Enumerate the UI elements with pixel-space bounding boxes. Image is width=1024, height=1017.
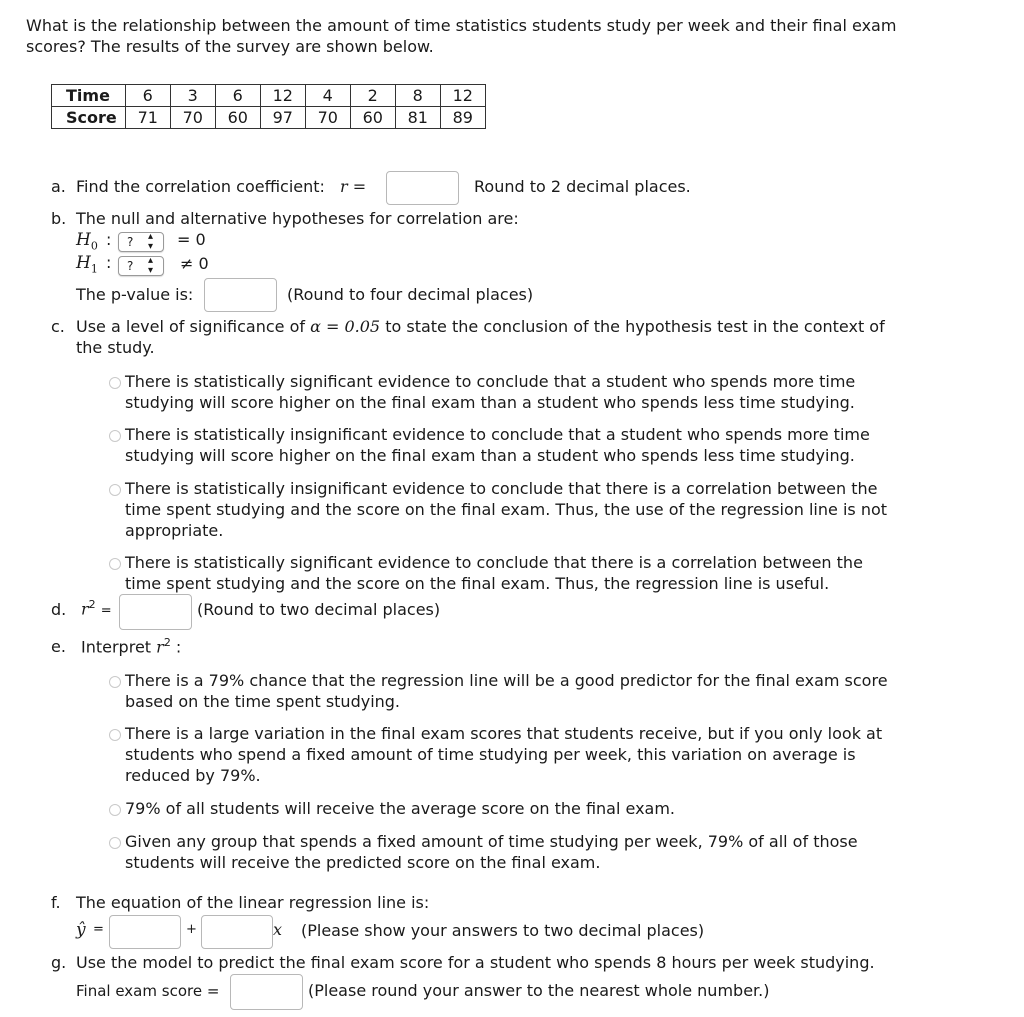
part-c-text-line2: the study. (76, 338, 155, 357)
final-score-input[interactable] (230, 974, 303, 1010)
r-symbol: r = (340, 177, 367, 196)
pvalue-hint: (Round to four decimal places) (287, 285, 534, 304)
part-e-option-4-radio[interactable] (109, 837, 121, 849)
score-cell: 70 (170, 107, 215, 129)
time-cell: 12 (260, 85, 305, 107)
part-g-hint: (Please round your answer to the nearest whole number.) (308, 981, 770, 1000)
score-cell: 71 (125, 107, 170, 129)
row-label-score: Score (52, 107, 126, 129)
time-cell: 3 (170, 85, 215, 107)
part-e-text: Interpret $r^2$ : (81, 636, 182, 657)
time-cell: 6 (125, 85, 170, 107)
part-c-option-4-text[interactable]: There is statistically significant evidence to conclude that there is a correlation between the time spent studying and the score on the final exam. Thus, the regression line is useful. (125, 553, 863, 593)
chevron-updown-icon: ▴ ▾ (148, 255, 154, 276)
pvalue-label: The p-value is: (76, 285, 194, 304)
time-cell: 4 (305, 85, 350, 107)
slope-input[interactable] (201, 915, 273, 949)
score-cell: 70 (305, 107, 350, 129)
plus-sign: + (186, 922, 197, 937)
h0-parameter-select[interactable] (118, 232, 164, 252)
part-c-option-1-text[interactable]: There is statistically significant evidence to conclude that a student who spends more time studying will score higher on the final exam than a student who spends less time studying. (125, 372, 856, 412)
part-e-option-3-radio[interactable] (109, 804, 121, 816)
part-e-option-3-text[interactable]: 79% of all students will receive the average score on the final exam. (125, 799, 676, 818)
r-squared-symbol: $r^2$ = (81, 598, 112, 619)
intercept-input[interactable] (109, 915, 181, 949)
score-cell: 60 (215, 107, 260, 129)
h0-equals-zero: = 0 (177, 230, 206, 249)
time-cell: 6 (215, 85, 260, 107)
score-cell: 89 (440, 107, 485, 129)
part-c-option-2-text[interactable]: There is statistically insignificant evidence to conclude that a student who spends more time studying will score higher on the final exam than a student who spends less time studying. (125, 425, 870, 465)
chevron-updown-icon: ▴ ▾ (148, 231, 154, 252)
part-b-text: The null and alternative hypotheses for correlation are: (76, 209, 519, 228)
part-g-text: Use the model to predict the final exam score for a student who spends 8 hours per week studying. (76, 953, 875, 972)
row-label-time: Time (52, 85, 126, 107)
part-b-letter: b. (51, 209, 67, 228)
part-c-letter: c. (51, 317, 65, 336)
part-a-text: Find the correlation coefficient: (76, 177, 325, 196)
part-e-option-1-radio[interactable] (109, 676, 121, 688)
question-intro: What is the relationship between the amount of time statistics students study per week and their final exam scores? The results of the survey are shown below. (26, 16, 897, 56)
correlation-coefficient-input[interactable] (386, 171, 459, 205)
yhat-equals: = (93, 922, 104, 937)
h0-colon: : (106, 230, 112, 249)
score-cell: 81 (395, 107, 440, 129)
part-c-text: Use a level of significance of α = 0.05 to state the conclusion of the hypothesis test in the context of (76, 317, 885, 336)
part-c-option-2-radio[interactable] (109, 430, 121, 442)
part-c-option-3-radio[interactable] (109, 484, 121, 496)
h1-not-equal-zero: ≠ 0 (180, 254, 209, 273)
part-e-option-2-text[interactable]: There is a large variation in the final exam scores that students receive, but if you only look at students who spend a fixed amount of time studying per week, this variation on average is reduced by 79%. (125, 724, 883, 785)
score-cell: 97 (260, 107, 305, 129)
time-cell: 2 (350, 85, 395, 107)
part-c-option-4-radio[interactable] (109, 558, 121, 570)
data-table (51, 84, 486, 129)
x-variable: x (273, 920, 283, 939)
pvalue-input[interactable] (204, 278, 277, 312)
h1-colon: : (106, 253, 112, 272)
part-d-hint: (Round to two decimal places) (197, 600, 441, 619)
h1-select-value: ? (127, 259, 134, 273)
h1-parameter-select[interactable] (118, 256, 164, 276)
part-g-letter: g. (51, 953, 67, 972)
score-row (52, 107, 486, 129)
h0-select-value: ? (127, 235, 134, 249)
h1-label: $H_1$ (76, 253, 98, 276)
r-squared-input[interactable] (119, 594, 192, 630)
time-cell: 8 (395, 85, 440, 107)
score-cell: 60 (350, 107, 395, 129)
yhat-symbol: ŷ (76, 920, 86, 940)
h0-label: $H_0$ (76, 230, 98, 253)
part-f-text: The equation of the linear regression line is: (76, 893, 430, 912)
part-c-option-1-radio[interactable] (109, 377, 121, 389)
part-d-letter: d. (51, 600, 67, 619)
time-row (52, 85, 486, 107)
final-score-label: Final exam score = (76, 982, 220, 1000)
time-cell: 12 (440, 85, 485, 107)
part-c-option-3-text[interactable]: There is statistically insignificant evidence to conclude that there is a correlation between the time spent studying and the score on the final exam. Thus, the use of the regression line is not appropriate. (125, 479, 888, 540)
part-f-hint: (Please show your answers to two decimal places) (301, 921, 705, 940)
part-e-option-2-radio[interactable] (109, 729, 121, 741)
part-a-letter: a. (51, 177, 66, 196)
part-e-letter: e. (51, 637, 66, 656)
part-f-letter: f. (51, 893, 61, 912)
part-e-option-1-text[interactable]: There is a 79% chance that the regression line will be a good predictor for the final exam score based on the time spent studying. (125, 671, 888, 711)
part-e-option-4-text[interactable]: Given any group that spends a fixed amount of time studying per week, 79% of all of those students will receive the predicted score on the final exam. (125, 832, 858, 872)
part-a-hint: Round to 2 decimal places. (474, 177, 691, 196)
